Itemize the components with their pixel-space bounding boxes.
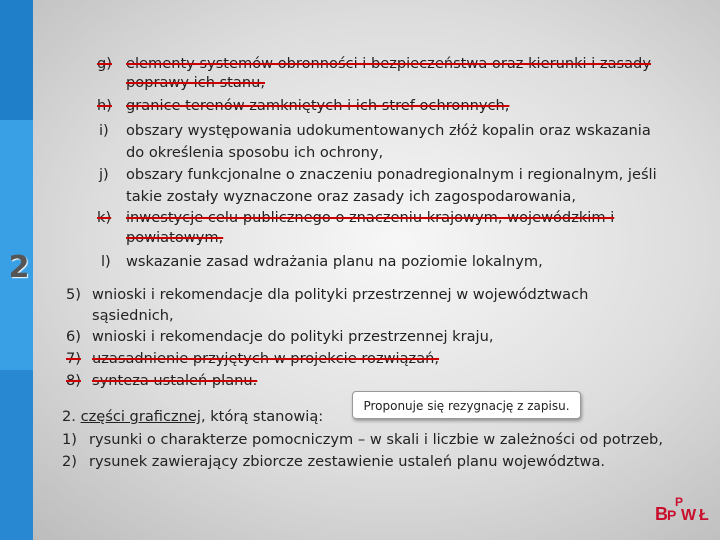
list-marker: k) [97,209,112,226]
section-heading-part2 [62,407,323,426]
bppwl-logo [655,494,713,526]
list-marker: i) [99,122,109,139]
list-marker: 5) [66,286,81,303]
list-item-text: obszary funkcjonalne o znaczeniu ponadregionalnym i regionalnym, jeśli [126,166,657,183]
list-marker: 7) [66,350,81,367]
list-item-text: obszary występowania udokumentowanych złóż kopalin oraz wskazania [126,122,651,139]
list-item-text: sąsiednich, [92,307,174,324]
list-item-text: rysunki o charakterze pomocniczym – w skali i liczbie w zależności od potrzeb, [89,431,663,448]
list-item-text: wnioski i rekomendacje do polityki przestrzennej kraju, [92,328,494,345]
list-item-text: inwestycje celu publicznego o znaczeniu krajowym, wojewódzkim i [126,209,615,226]
list-item-text: wnioski i rekomendacje dla polityki przestrzennej w województwach [92,286,589,303]
comment-callout: Proponuje się rezygnację z zapisu. [352,391,581,419]
svg-text:W: W [681,507,697,524]
list-item-text: synteza ustaleń planu. [92,372,258,389]
list-marker: j) [99,166,109,183]
list-item-text: takie zostały wyznaczone oraz zasady ich zagospodarowania, [126,188,576,205]
svg-text:P: P [667,507,677,523]
heading-prefix: 2. [62,408,81,425]
list-marker: h) [97,97,112,114]
list-item-text: granice terenów zamkniętych i ich stref ochronnych, [126,97,510,114]
heading-suffix: , którą stanowią: [200,408,324,425]
svg-text:B: B [655,504,667,524]
list-marker: g) [97,55,112,72]
list-item-text: rysunek zawierający zbiorcze zestawienie ustaleń planu województwa. [89,453,606,470]
slide-number: 2 [8,250,30,285]
list-marker: 2) [62,453,77,470]
list-marker: l) [101,253,111,270]
heading-underlined: części graficznej [80,408,201,425]
list-marker: 6) [66,328,81,345]
list-item-text: powiatowym, [126,229,224,246]
list-item-text: poprawy ich stanu, [126,74,265,91]
list-marker: 1) [62,431,77,448]
list-marker: 8) [66,372,81,389]
svg-text:Ł: Ł [699,507,709,524]
svg-text:P: P [675,495,684,509]
list-item-text: elementy systemów obronności i bezpieczeństwa oraz kierunki i zasady [126,55,651,72]
list-item-text: do określenia sposobu ich ochrony, [126,144,384,161]
list-item-text: uzasadnienie przyjętych w projekcie rozwiązań, [92,350,440,367]
list-item-text: wskazanie zasad wdrażania planu na poziomie lokalnym, [126,253,543,270]
